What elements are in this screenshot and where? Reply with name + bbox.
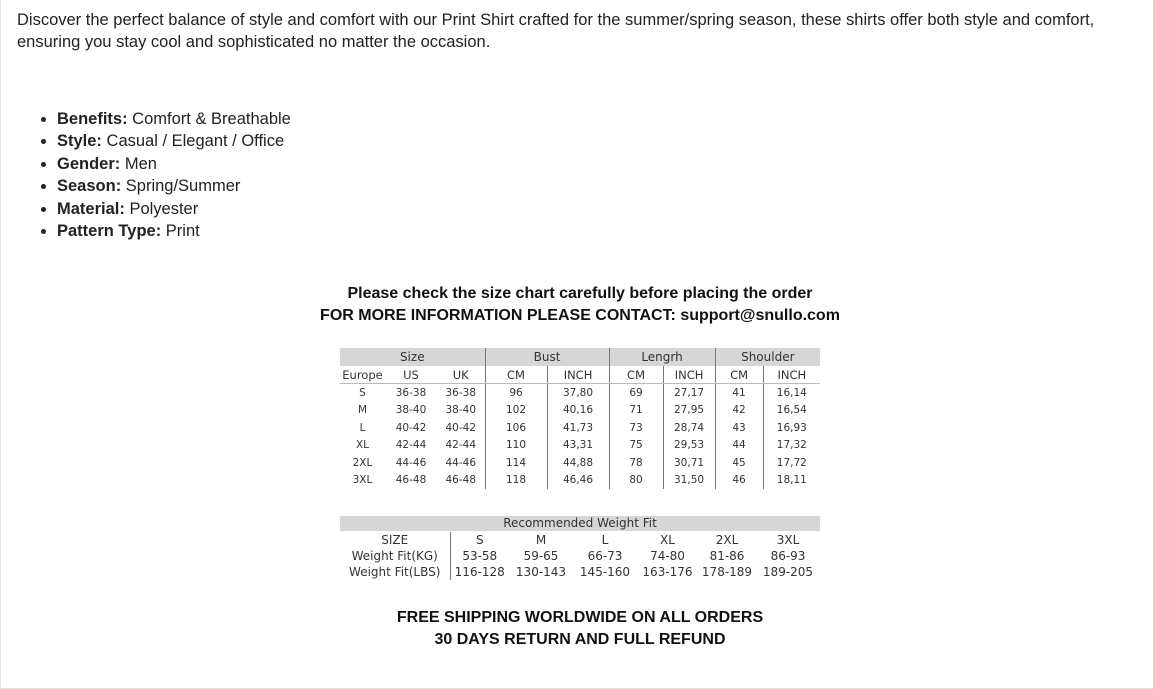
size-chart-group-row xyxy=(340,348,820,366)
group-size: Size xyxy=(340,348,485,366)
row-label: SIZE xyxy=(340,532,450,548)
table-cell: 16,14 xyxy=(776,387,807,400)
table-cell: 38-40 xyxy=(395,404,427,417)
table-cell: 40-42 xyxy=(395,421,427,434)
table-cell: 96 xyxy=(485,384,547,402)
size-chart-subheader-row xyxy=(340,366,820,384)
table-cell: 59-65 xyxy=(523,549,559,563)
table-cell: 36-38 xyxy=(395,387,427,400)
table-cell: 69 xyxy=(609,384,663,402)
feature-benefits xyxy=(57,108,291,130)
table-cell: 45 xyxy=(715,454,763,471)
table-cell: 17,32 xyxy=(776,439,807,452)
table-cell: 18,11 xyxy=(776,474,807,487)
table-row xyxy=(340,532,820,548)
table-cell: 163-176 xyxy=(642,565,693,579)
table-cell: 78 xyxy=(609,454,663,471)
table-cell: 44-46 xyxy=(437,454,485,471)
subheader: INCH xyxy=(763,366,820,384)
table-cell: 41,73 xyxy=(547,419,609,436)
size-chart-body xyxy=(340,384,820,489)
table-row xyxy=(340,384,820,402)
table-cell: S xyxy=(359,387,366,400)
table-cell: 3XL xyxy=(776,533,800,547)
feature-pattern xyxy=(57,220,291,242)
table-cell: 40-42 xyxy=(437,419,485,436)
table-cell: M xyxy=(535,533,547,547)
feature-list xyxy=(36,108,291,242)
table-cell: 3XL xyxy=(352,474,373,487)
table-cell: XL xyxy=(355,439,370,452)
size-notice xyxy=(0,283,1153,327)
table-cell: 46-48 xyxy=(437,471,485,488)
group-length: Lengrh xyxy=(609,348,715,366)
feature-label: Style: xyxy=(57,132,102,151)
feature-label: Material: xyxy=(57,199,125,218)
table-cell: 53-58 xyxy=(462,549,498,563)
table-cell: 81-86 xyxy=(709,549,745,563)
table-cell: 16,93 xyxy=(776,421,807,434)
table-cell: 27,17 xyxy=(663,384,715,402)
table-cell: 17,72 xyxy=(776,456,807,469)
table-cell: 46 xyxy=(715,471,763,488)
table-cell: 42-44 xyxy=(395,439,427,452)
table-cell: XL xyxy=(660,533,675,547)
weight-chart-table xyxy=(340,532,820,580)
size-notice-line: Please check the size chart carefully before placing the order xyxy=(347,285,813,302)
subheader: INCH xyxy=(663,366,715,384)
table-cell: 40,16 xyxy=(547,402,609,419)
table-cell: 37,80 xyxy=(547,384,609,402)
table-cell: 38-40 xyxy=(437,402,485,419)
feature-season xyxy=(57,175,291,197)
table-cell: 43 xyxy=(715,419,763,436)
feature-gender xyxy=(57,153,291,175)
table-cell: 114 xyxy=(485,454,547,471)
subheader: INCH xyxy=(547,366,609,384)
feature-material xyxy=(57,198,291,220)
table-cell: 75 xyxy=(609,437,663,454)
subheader: CM xyxy=(485,366,547,384)
subheader: US xyxy=(385,366,437,384)
table-cell: 44 xyxy=(715,437,763,454)
table-cell: 44-46 xyxy=(395,456,427,469)
table-row xyxy=(340,548,820,564)
feature-value: Polyester xyxy=(124,199,199,218)
table-cell: 66-73 xyxy=(587,549,623,563)
group-bust: Bust xyxy=(485,348,609,366)
table-cell: 80 xyxy=(609,471,663,488)
table-cell: 2XL xyxy=(352,456,373,469)
table-cell: 130-143 xyxy=(515,565,567,579)
feature-label: Season: xyxy=(57,177,122,196)
feature-style xyxy=(57,130,291,152)
feature-label: Benefits: xyxy=(57,110,128,128)
feature-value: Comfort & Breathable xyxy=(127,110,291,128)
table-cell: 178-189 xyxy=(701,565,753,579)
table-cell: 43,31 xyxy=(547,437,609,454)
table-cell: L xyxy=(359,421,366,434)
table-cell: 42-44 xyxy=(437,437,485,454)
table-cell: 145-160 xyxy=(579,565,631,579)
table-cell: 110 xyxy=(485,437,547,454)
table-cell: 102 xyxy=(485,402,547,419)
table-cell: 118 xyxy=(485,471,547,488)
table-cell: 106 xyxy=(485,419,547,436)
table-cell: 86-93 xyxy=(770,549,806,563)
table-cell: M xyxy=(357,404,368,417)
table-row xyxy=(340,471,820,488)
table-cell: 30,71 xyxy=(663,454,715,471)
table-row xyxy=(340,419,820,436)
feature-value: Spring/Summer xyxy=(121,177,241,196)
subheader: CM xyxy=(609,366,663,384)
subheader: UK xyxy=(437,366,485,384)
subheader: CM xyxy=(715,366,763,384)
group-shoulder: Shoulder xyxy=(715,348,820,366)
table-cell: 44,88 xyxy=(547,454,609,471)
table-cell: 73 xyxy=(609,419,663,436)
feature-label: Gender: xyxy=(57,154,121,173)
free-shipping-line: FREE SHIPPING WORLDWIDE ON ALL ORDERS xyxy=(396,609,764,626)
table-cell: 116-128 xyxy=(454,565,505,579)
table-cell: 2XL xyxy=(715,533,739,547)
return-policy-line: 30 DAYS RETURN AND FULL REFUND xyxy=(434,631,726,648)
shipping-notice xyxy=(0,607,1153,651)
table-cell: 189-205 xyxy=(762,565,814,579)
table-cell: 29,53 xyxy=(663,437,715,454)
table-cell: 71 xyxy=(609,402,663,419)
row-label: Weight Fit(LBS) xyxy=(340,564,450,580)
table-row xyxy=(340,437,820,454)
size-chart-table xyxy=(340,348,820,489)
product-intro: Discover the perfect balance of style and comfort with our Print Shirt crafted for the summer/spring season, these shirts offer both style and comfort, ensuring you stay cool and sophisticated no matter the occasion. xyxy=(17,11,1095,51)
weight-chart-title: Recommended Weight Fit xyxy=(340,516,820,531)
feature-value: Casual / Elegant / Office xyxy=(101,132,285,151)
table-cell: S xyxy=(475,533,484,547)
feature-value: Men xyxy=(120,154,157,173)
table-cell: 36-38 xyxy=(437,384,485,402)
table-cell: 46-48 xyxy=(395,474,427,487)
row-label: Weight Fit(KG) xyxy=(340,548,450,564)
table-cell: 31,50 xyxy=(663,471,715,488)
table-cell: 74-80 xyxy=(650,549,685,563)
table-cell: 27,95 xyxy=(663,402,715,419)
table-row xyxy=(340,402,820,419)
table-cell: 46,46 xyxy=(547,471,609,488)
table-cell: 16,54 xyxy=(776,404,807,417)
table-row xyxy=(340,454,820,471)
table-row xyxy=(340,564,820,580)
table-cell: L xyxy=(601,533,609,547)
table-cell: 41 xyxy=(715,384,763,402)
feature-value: Print xyxy=(161,222,200,241)
feature-label: Pattern Type: xyxy=(57,222,162,241)
subheader: Europe xyxy=(340,366,385,384)
table-cell: 28,74 xyxy=(663,419,715,436)
contact-line: FOR MORE INFORMATION PLEASE CONTACT: support@snullo.com xyxy=(320,307,840,324)
weight-chart-body xyxy=(340,532,820,580)
table-cell: 42 xyxy=(715,402,763,419)
